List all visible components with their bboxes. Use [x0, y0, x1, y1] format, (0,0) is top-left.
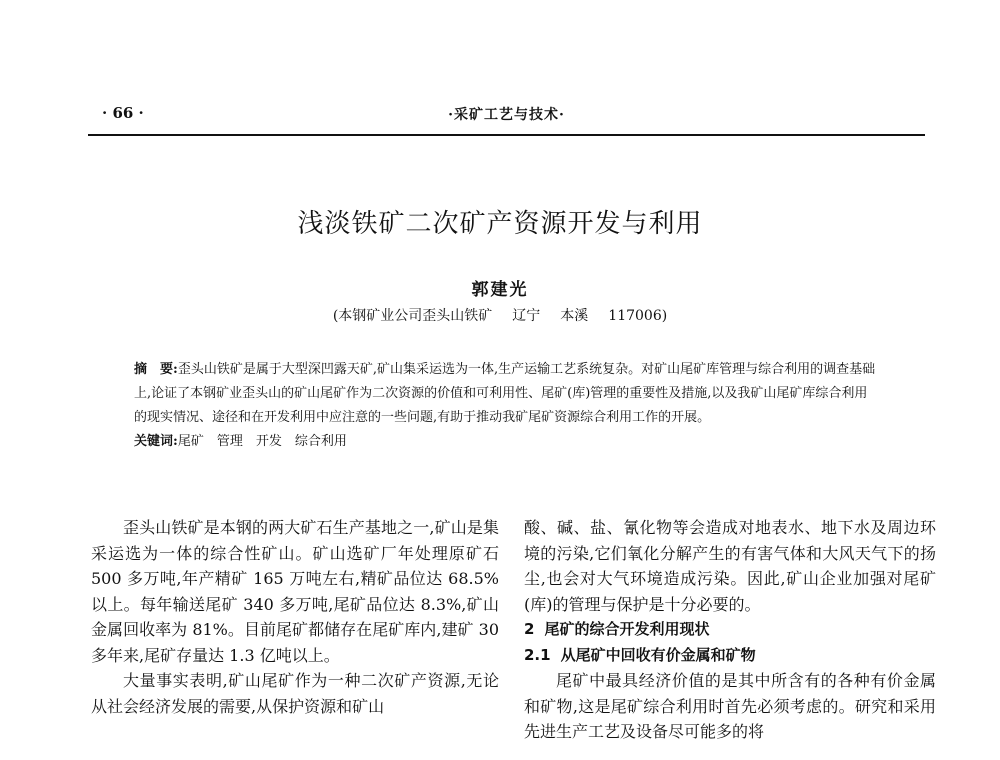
page-number: · 66 ·: [102, 104, 144, 122]
keywords-label: 关键词:: [134, 434, 178, 449]
section-title: 尾矿的综合开发利用现状: [544, 620, 710, 638]
author-affiliation: [0, 305, 1000, 325]
article-author: 郭建光: [471, 280, 529, 300]
section-heading-2: [524, 617, 936, 643]
keywords-text: 尾矿 管理 开发 综合利用: [177, 434, 347, 449]
affiliation-org: (本钢矿业公司歪头山铁矿: [332, 308, 493, 324]
header-rule: [88, 134, 925, 136]
page-header: [88, 104, 925, 126]
abstract-paragraph: [134, 358, 879, 430]
body-paragraph: 酸、碱、盐、氰化物等会造成对地表水、地下水及周边环境的污染,它们氧化分解产生的有害气体和大风天气下的扬尘,也会对大气环境造成污染。因此,矿山企业加强对尾矿(库)的管理与保护是十分必要的。: [524, 518, 936, 614]
affiliation-city: 本溪: [560, 308, 589, 324]
section-heading-2-1: [524, 643, 936, 669]
article-title: 浅淡铁矿二次矿产资源开发与利用: [297, 209, 703, 239]
section-title: 从尾矿中回收有价金属和矿物: [560, 645, 756, 664]
body-paragraph: 大量事实表明,矿山尾矿作为一种二次矿产资源,无论从社会经济发展的需要,从保护资源和矿山: [91, 671, 499, 716]
affiliation-province: 辽宁: [512, 308, 541, 324]
affiliation-zip: 117006): [608, 308, 668, 324]
section-number: 2.1: [524, 645, 551, 664]
keywords-line: [134, 430, 879, 454]
abstract-text: 歪头山铁矿是属于大型深凹露天矿,矿山集采运选为一体,生产运输工艺系统复杂。对矿山尾矿库管理与综合利用的调查基础上,论证了本钢矿业歪头山的矿山尾矿作为二次资源的价值和可利用性、尾矿(库)管理的重要性及措施,以及我矿山尾矿库综合利用的现实情况、途径和在开发利用中应注意的一些问题,有助于推动我矿尾矿资源综合利用工作的开展。: [134, 362, 876, 425]
abstract-label: 摘 要:: [134, 362, 178, 377]
body-column-left: [91, 515, 499, 719]
body-paragraph: 尾矿中最具经济价值的是其中所含有的各种有价金属和矿物,这是尾矿综合利用时首先必须考虑的。研究和采用先进生产工艺及设备尽可能多的将: [524, 671, 936, 741]
running-head: ·采矿工艺与技术·: [448, 107, 565, 123]
body-column-right: [524, 515, 936, 745]
section-number: 2: [524, 620, 535, 638]
abstract-block: [134, 358, 879, 454]
body-paragraph: 歪头山铁矿是本钢的两大矿石生产基地之一,矿山是集采运选为一体的综合性矿山。矿山选矿厂年处理原矿石 500 多万吨,年产精矿 165 万吨左右,精矿品位达 68.5%以上。每年输送尾矿 340 多万吨,尾矿品位达 8.3%,矿山金属回收率为 81%。目前尾矿都储存在尾矿库内,建矿 30 多年来,尾矿存量达 1.3 亿吨以上。: [91, 518, 499, 665]
